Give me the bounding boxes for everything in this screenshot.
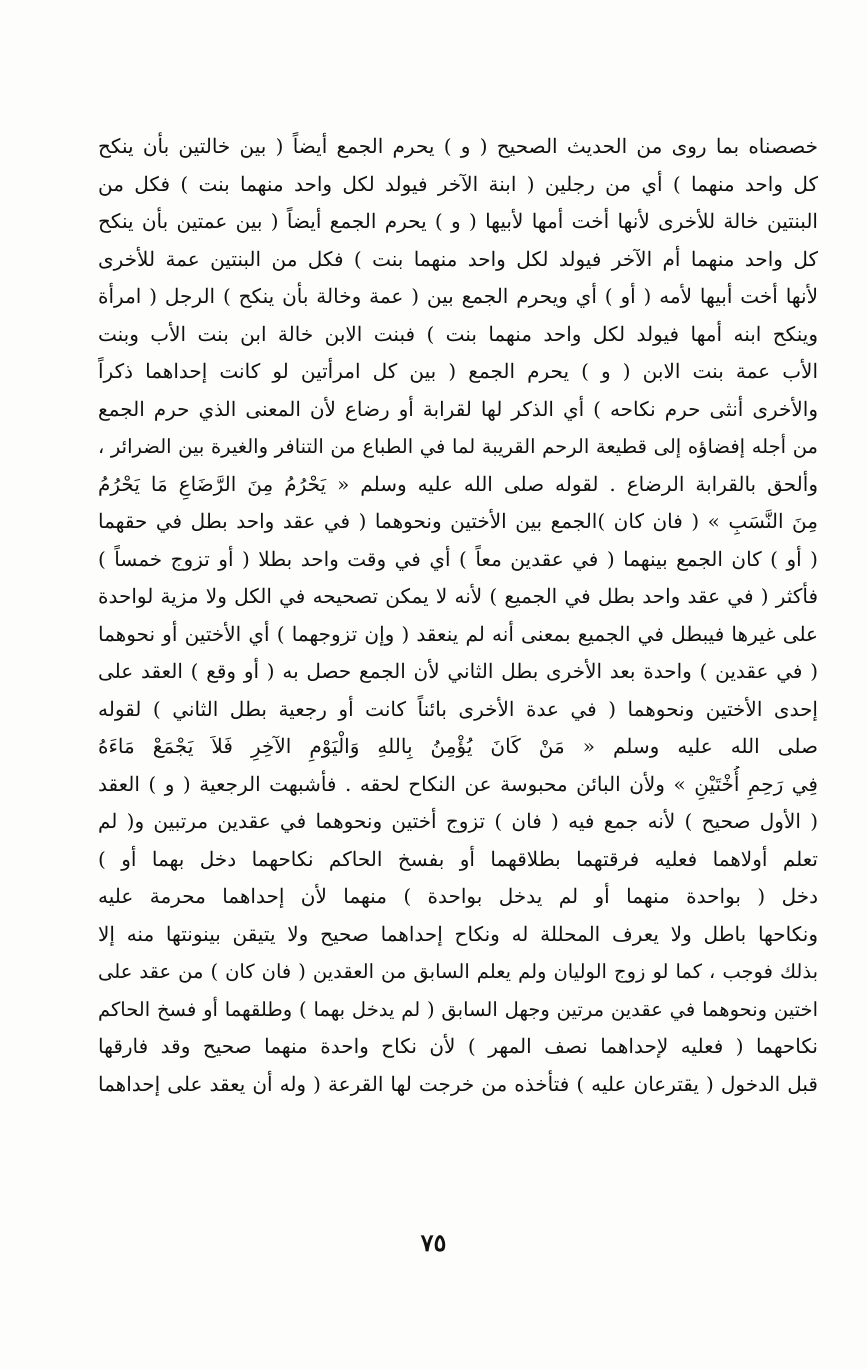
text-line: وألحق بالقرابة الرضاع . لقوله صلى الله عليه وسلم « يَحْرُمُ مِنَ الرَّضَاعِ مَا يَحْرُمُ xyxy=(98,471,818,496)
text-line: قبل الدخول ( يقترعان عليه ) فتأخذه من خرجت لها القرعة ( وله أن يعقد على إحداهما xyxy=(98,1071,818,1096)
text-line: كل واحد منهما ) أي من رجلين ( ابنة الآخر فيولد لكل واحد منهما بنت ) فكل من xyxy=(98,171,818,196)
text-line: إحدى الأختين ونحوهما ( في عدة الأخرى بائناً كانت أو رجعية بطل الثاني ) لقوله xyxy=(98,696,818,721)
text-line: ونكاحها باطل ولا يعرف المحللة له ونكاح إحداهما صحيح ولا يتيقن بينونتها منه إلا xyxy=(98,921,818,946)
text-line: على غيرها فيبطل في الجميع بمعنى أنه لم ينعقد ( وإن تزوجهما ) أي الأختين أو نحوهما xyxy=(98,621,818,646)
page-number: ٧٥ xyxy=(420,1228,447,1257)
text-line: البنتين خالة للأخرى لأنها أخت أمها لأبيها ( و ) يحرم الجمع أيضاً ( بين عمتين بأن ينكح xyxy=(98,209,818,233)
text-line: فأكثر ( في عقد واحد بطل في الجميع ) لأنه لا يمكن تصحيحه في الكل ولا مزية لواحدة xyxy=(98,584,818,608)
text-line: كل واحد منهما أم الآخر فيولد لكل واحد منهما بنت ) فكل من البنتين عمة للأخرى xyxy=(98,246,818,271)
text-line: من أجله إفضاؤه إلى قطيعة الرحم القريبة لما في الطباع من التنافر والغيرة بين الضرائر ، xyxy=(98,435,818,458)
body-text xyxy=(98,128,818,1103)
text-line: مِنَ النَّسَبِ » ( فان كان )الجمع بين الأختين ونحوهما ( في عقد واحد بطل في حقهما xyxy=(98,509,818,533)
text-line: وينكح ابنه أمها فيولد لكل واحد منهما بنت ) فبنت الابن خالة ابن بنت الأب وبنت xyxy=(98,321,818,346)
text-line: والأخرى أنثى حرم نكاحه ) أي الذكر لها لقرابة أو رضاع لأن المعنى الذي حرم الجمع xyxy=(98,396,818,421)
text-line: ( الأول صحيح ) لأنه جمع فيه ( فان ) تزوج أختين ونحوهما في عقدين مرتبين و( لم xyxy=(98,809,818,833)
text-line: تعلم أولاهما فعليه فرقتهما بطلاقهما أو بفسخ الحاكم نكاحهما دخل بهما أو ) xyxy=(98,846,818,871)
text-line: صلى الله عليه وسلم « مَنْ كَانَ يُؤْمِنُ بِاللهِ وَالْيَوْمِ الآخِرِ فَلاَ يَجْمَعْ مَاءَهُ xyxy=(98,734,818,758)
text-line: الأب عمة بنت الابن ( و ) يحرم الجمع ( بين كل امرأتين لو كانت إحداهما ذكراً xyxy=(98,359,818,383)
text-line: خصصناه بما روى من الحديث الصحيح ( و ) يحرم الجمع أيضاً ( بين خالتين بأن ينكح xyxy=(98,134,818,158)
text-line: ( أو ) كان الجمع بينهما ( في عقدين معاً ) أي في وقت واحد بطلا ( أو تزوج خمساً ) xyxy=(98,546,818,571)
text-line: اختين ونحوهما في عقدين مرتين وجهل السابق ( لم يدخل بهما ) وطلقهما أو فسخ الحاكم xyxy=(98,997,818,1021)
text-line: دخل ( بواحدة منهما أو لم يدخل بواحدة ) منهما لأن إحداهما محرمة عليه xyxy=(98,884,818,908)
text-line: بذلك فوجب ، كما لو زوج الوليان ولم يعلم السابق من العقدين ( فان كان ) من عقد على xyxy=(98,960,818,983)
text-line: ( في عقدين ) واحدة بعد الأخرى بطل الثاني لأن الجمع حصل به ( أو وقع ) العقد على xyxy=(98,659,818,683)
text-line: فِي رَحِمِ أُخْتَيْنِ » ولأن البائن محبوسة عن النكاح لحقه . فأشبهت الرجعية ( و ) العقد xyxy=(98,771,818,796)
text-line: نكاحهما ( فعليه لإحداهما نصف المهر ) لأن نكاح واحدة منهما صحيح وقد فارقها xyxy=(98,1034,818,1058)
text-line: لأنها أخت أبيها لأمه ( أو ) أي ويحرم الجمع بين ( عمة وخالة بأن ينكح ) الرجل ( امرأة xyxy=(98,284,818,308)
